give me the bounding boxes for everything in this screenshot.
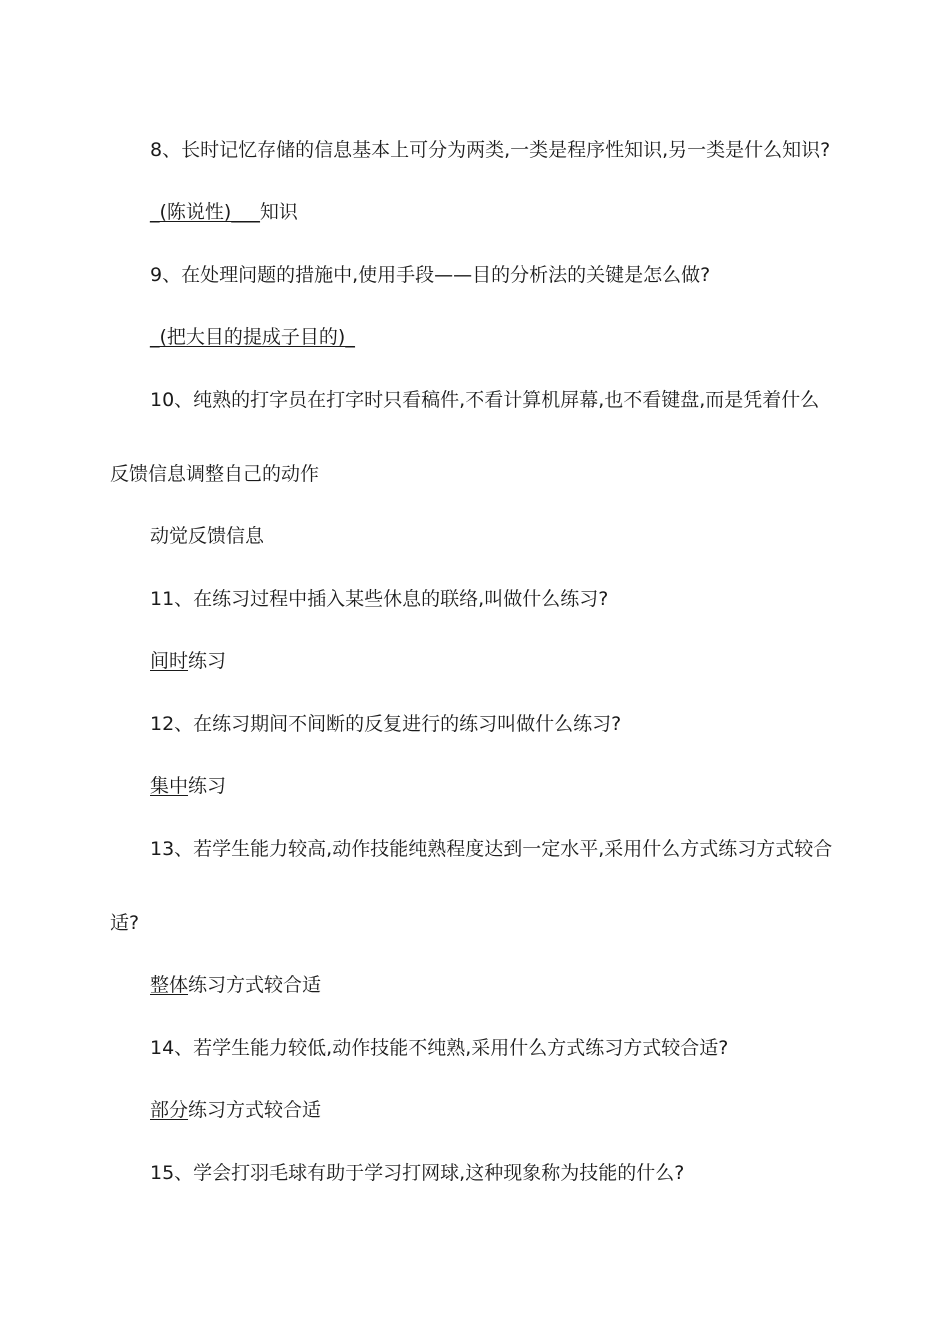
answer-13-blank: 整体	[150, 974, 189, 996]
question-12: 12、在练习期间不间断的反复进行的练习叫做什么练习?	[150, 713, 622, 735]
answer-13	[150, 972, 321, 998]
question-11: 11、在练习过程中插入某些休息的联络,叫做什么练习?	[150, 588, 609, 610]
answer-12-blank: 集中	[150, 775, 189, 797]
question-14: 14、若学生能力较低,动作技能不纯熟,采用什么方式练习方式较合适?	[150, 1037, 729, 1059]
answer-13-suffix: 练习方式较合适	[188, 974, 322, 996]
answer-11-blank: 间时	[150, 650, 189, 672]
question-13-line1: 13、若学生能力较高,动作技能纯熟程度达到一定水平,采用什么方式练习方式较合	[150, 838, 833, 860]
answer-14-suffix: 练习方式较合适	[188, 1099, 322, 1121]
answer-14-blank: 部分	[150, 1099, 189, 1121]
question-10-line2: 反馈信息调整自己的动作	[110, 463, 320, 485]
answer-11-suffix: 练习	[188, 650, 227, 672]
answer-10: 动觉反馈信息	[150, 525, 265, 547]
answer-11	[150, 648, 226, 674]
question-13-line2: 适?	[110, 912, 140, 934]
answer-12-suffix: 练习	[188, 775, 227, 797]
question-10-line1: 10、纯熟的打字员在打字时只看稿件,不看计算机屏幕,也不看键盘,而是凭着什么	[150, 389, 820, 411]
answer-8-blank: _(陈说性)___	[150, 201, 260, 223]
answer-8-suffix: 知识	[259, 201, 298, 223]
question-9: 9、在处理问题的措施中,使用手段——目的分析法的关键是怎么做?	[150, 264, 711, 286]
answer-12	[150, 773, 226, 799]
question-15: 15、学会打羽毛球有助于学习打网球,这种现象称为技能的什么?	[150, 1162, 685, 1184]
answer-9	[150, 324, 355, 350]
answer-8	[150, 199, 298, 225]
answer-14	[150, 1097, 321, 1123]
answer-9-blank: _(把大目的提成子目的)_	[150, 326, 355, 348]
question-8: 8、长时记忆存储的信息基本上可分为两类,一类是程序性知识,另一类是什么知识?	[150, 139, 831, 161]
